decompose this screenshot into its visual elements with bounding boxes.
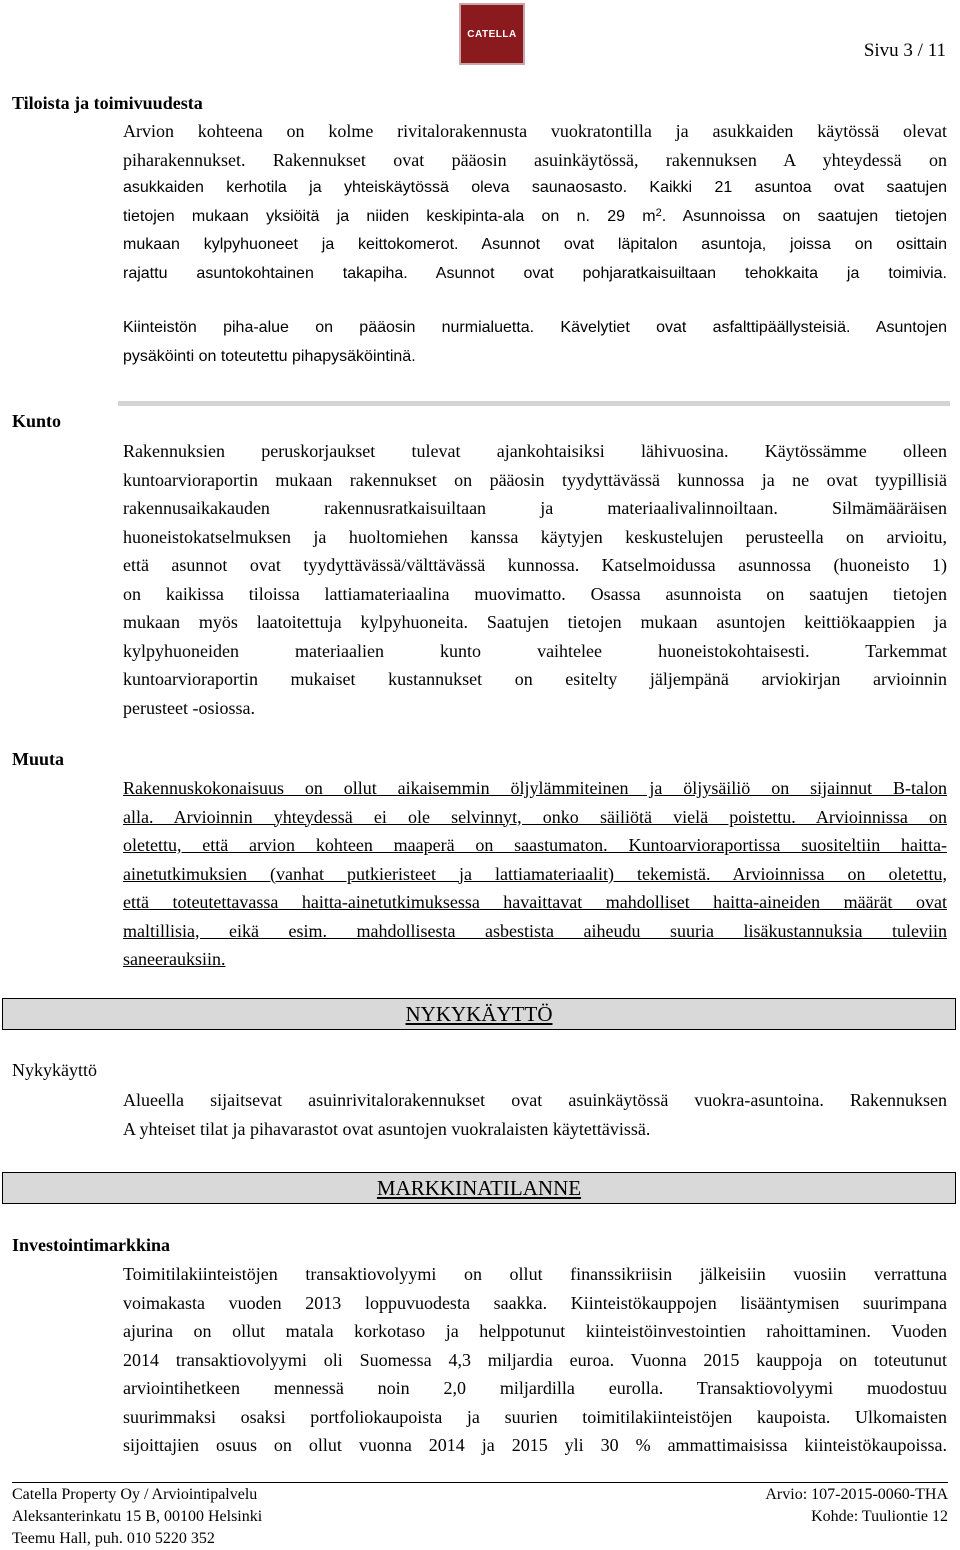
text-line: kylpyhuoneiden materiaalien kunto vaihtelee huoneistokohtaisesti. Tarkemmat: [123, 640, 947, 661]
text-line: Toimitilakiinteistöjen transaktiovolyymi on ollut finanssikriisin jälkeisiin vuosiin verrattuna: [123, 1264, 947, 1284]
paragraph-nykykaytto: [123, 1086, 947, 1143]
text-line: arviointihetkeen mennessä noin 2,0 miljardilla eurolla. Transaktiovolyymi muodostuu: [123, 1378, 947, 1398]
logo-text: CATELLA: [467, 28, 517, 40]
paragraph-muuta: [123, 774, 947, 974]
text-line: ajurina on ollut matala korkotaso ja helppotunut kiinteistöinvestointien rahoittaminen. Vuoden: [123, 1321, 947, 1341]
text-line: A yhteiset tilat ja pihavarastot ovat asuntojen vuokralaisten käytettävissä.: [123, 1118, 651, 1139]
section-heading-tiloista: Tiloista ja toimivuudesta: [12, 93, 203, 113]
text-line: suurimmaksi osaksi portfoliokaupoista ja suurien toimitilakiinteistöjen kaupoista. Ulkomaisten: [123, 1406, 947, 1427]
paragraph-kunto: [123, 437, 947, 722]
text-line: [123, 203, 947, 232]
footer-right: [765, 1484, 948, 1528]
text-line: perusteet -osiossa.: [123, 697, 255, 718]
section-bar-markkinatilanne: [2, 1172, 956, 1204]
section-heading-muuta: Muuta: [12, 749, 65, 769]
text-line: oletettu, että arvion kohteen maaperä on saastumaton. Kuntoarvioraportissa suositeltiin haitta-: [123, 835, 947, 855]
text-line: maltillisia, eikä esim. mahdollisesta asbestista aiheudu suuria lisäkustannuksia tuleviin: [123, 920, 947, 941]
superscript: 2: [655, 206, 662, 219]
text-line: rajattu asuntokohtainen takapiha. Asunnot ovat pohjaratkaisuiltaan tehokkaita ja toimivia.: [123, 264, 947, 282]
text-line: saneerauksiin.: [123, 949, 226, 969]
catella-logo: [459, 3, 525, 65]
text-line: että asunnot ovat tyydyttävässä/välttävässä kunnossa. Katselmoidussa asunnossa (huoneisto 1): [123, 555, 947, 575]
text-fragment: tietojen mukaan yksiöitä ja niiden keskipinta-ala on n. 29 m: [123, 207, 656, 225]
paragraph-tiloista: [123, 117, 947, 317]
footer-kohde: Kohde: Tuuliontie 12: [811, 1508, 948, 1525]
footer-company: Catella Property Oy / Arviointipalvelu: [12, 1486, 258, 1503]
text-line: kuntoarvioraportin mukaiset kustannukset on esitelty jäljempänä arviokirjan arvioinnin: [123, 669, 947, 689]
text-line: kuntoarvioraportin mukaan rakennukset on pääosin tyydyttävässä kunnossa ja ne ovat tyypillisiä: [123, 469, 947, 490]
text-line: että toteutettavassa haitta-ainetutkimuksessa havaittavat mahdolliset haitta-aineiden määrät ovat: [123, 892, 947, 912]
text-line: Rakennuskokonaisuus on ollut aikaisemmin öljylämmiteinen ja öljysäiliö on sijainnut B-talon: [123, 778, 947, 798]
footer-address: Aleksanterinkatu 15 B, 00100 Helsinki: [12, 1508, 263, 1525]
text-line: Rakennuksien peruskorjaukset tulevat ajankohtaisiksi lähivuosina. Käytössämme olleen: [123, 441, 947, 461]
footer-left: [12, 1484, 262, 1550]
text-line: piharakennukset. Rakennukset ovat pääosin asuinkäytössä, rakennuksen A yhteydessä on: [123, 149, 947, 170]
text-line: ainetutkimuksien (vanhat putkieristeet ja lattiamateriaalit) tekemistä. Arvioinnissa on oletettu,: [123, 863, 947, 884]
text-line: pysäköinti on toteutettu pihapysäköintinä.: [123, 347, 416, 365]
text-line: sijoittajien osuus on ollut vuonna 2014 ja 2015 yli 30 % ammattimaisissa kiinteistökaupoissa.: [123, 1435, 947, 1455]
page-number: Sivu 3 / 11: [863, 40, 946, 61]
section-heading-nykykaytto: Nykykäyttö: [12, 1060, 97, 1080]
text-line: voimakasta vuoden 2013 loppuvuodesta saakka. Kiinteistökauppojen lisääntymisen suurimpana: [123, 1292, 947, 1313]
footer-arvio: Arvio: 107-2015-0060-THA: [765, 1486, 948, 1503]
text-line: rakennusaikakauden rakennusratkaisuiltaan ja materiaalivalinnoiltaan. Silmämääräisen: [123, 498, 947, 518]
text-line: Arvion kohteena on kolme rivitalorakennusta vuokratontilla ja asukkaiden käytössä olevat: [123, 121, 947, 141]
text-line: Alueella sijaitsevat asuinrivitalorakennukset ovat asuinkäytössä vuokra-asuntoina. Rakennuksen: [123, 1090, 947, 1110]
footer-contact: Teemu Hall, puh. 010 5220 352: [12, 1530, 215, 1547]
section-bar-title: NYKYKÄYTTÖ: [405, 1001, 553, 1026]
text-line: mukaan myös laatoitettuja kylpyhuoneita. Saatujen tietojen mukaan asuntojen keittiökaappien ja: [123, 612, 947, 632]
footer-divider: [12, 1482, 948, 1483]
text-line: Kiinteistön piha-alue on pääosin nurmialuetta. Kävelytiet ovat asfalttipäällysteisiä. Asuntojen: [123, 319, 947, 336]
text-line: on kaikissa tiloissa lattiamateriaalina muovimatto. Osassa asunnoista on saatujen tietojen: [123, 583, 947, 604]
paragraph-piha: [123, 314, 947, 371]
section-divider: [118, 401, 950, 406]
text-line: 2014 transaktiovolyymi oli Suomessa 4,3 miljardia euroa. Vuonna 2015 kauppoja on toteutunut: [123, 1349, 947, 1370]
text-line: alla. Arvioinnin yhteydessä ei ole selvinnyt, onko säiliötä vielä poistettu. Arvioinnissa on: [123, 806, 947, 827]
text-line: mukaan kylpyhuoneet ja keittokomerot. Asunnot ovat läpitalon asuntoja, joissa on osittain: [123, 236, 947, 253]
text-fragment: . Asunnoissa on saatujen tietojen: [661, 207, 947, 225]
section-heading-kunto: Kunto: [12, 411, 62, 431]
section-heading-investointi: Investointimarkkina: [12, 1235, 171, 1255]
paragraph-investointi: [123, 1260, 947, 1460]
text-line: [123, 288, 947, 317]
section-bar-title: MARKKINATILANNE: [376, 1175, 582, 1200]
text-line: huoneistokatselmuksen ja huoltomiehen kanssa käytyjen keskustelujen perusteella on arvioitu,: [123, 526, 947, 547]
text-line: asukkaiden kerhotila ja yhteiskäytössä oleva saunaosasto. Kaikki 21 asuntoa ovat saatujen: [123, 179, 947, 196]
section-bar-nykykaytto: [2, 998, 956, 1030]
